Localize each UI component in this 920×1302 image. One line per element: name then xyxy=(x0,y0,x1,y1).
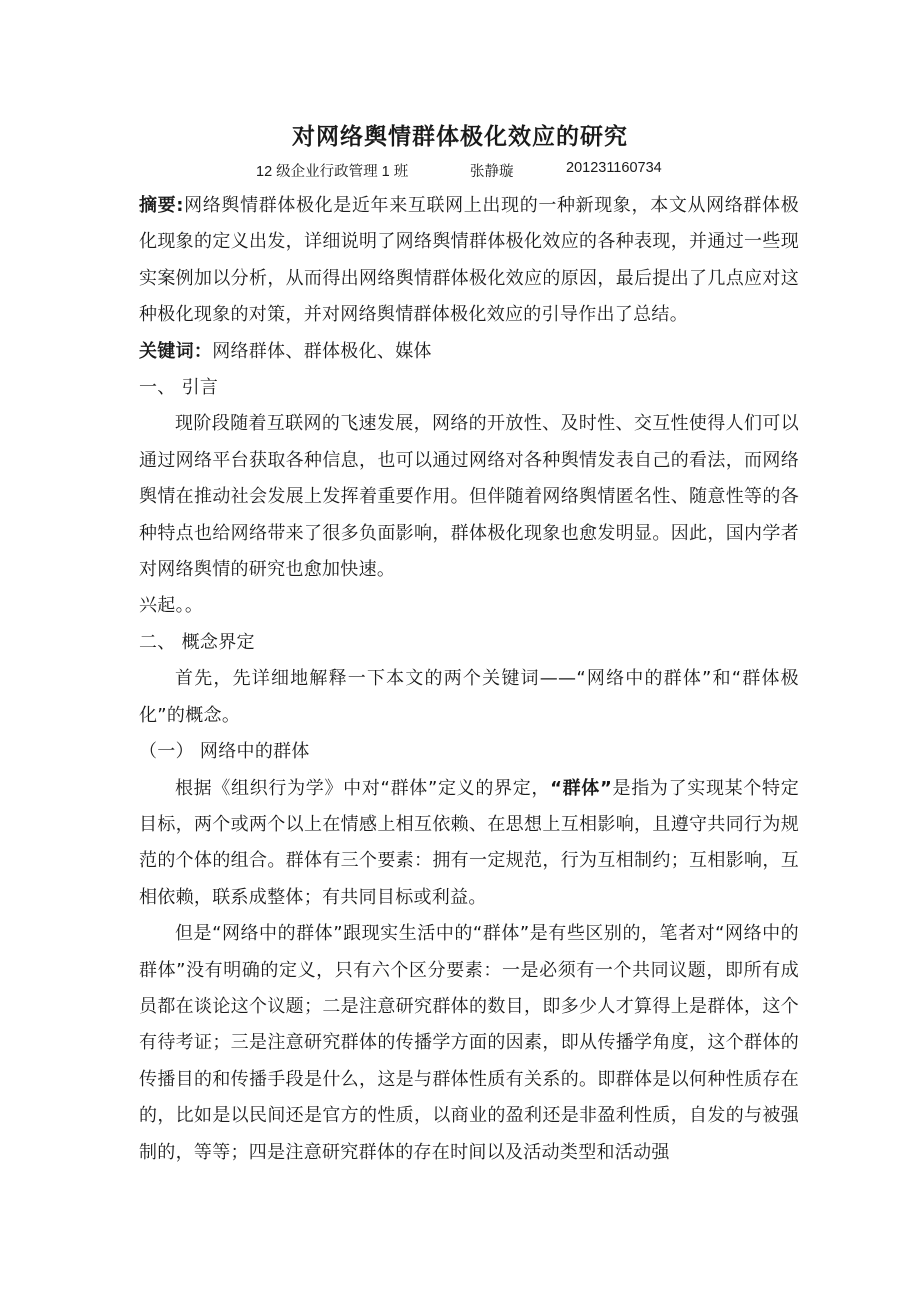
section1-paragraph: 现阶段随着互联网的飞速发展，网络的开放性、及时性、交互性使得人们可以通过网络平台获取各种信息，也可以通过网络对各种舆情发表自己的看法，而网络舆情在推动社会发展上发挥着重要作用。但伴随着网络舆情匿名性、随意性等的各种特点也给网络带来了很多负面影响，群体极化现象也愈发明显。因此，国内学者对网络舆情的研究也愈加快速。 xyxy=(139,413,799,581)
section2-intro: 首先，先详细地解释一下本文的两个关键词——“网络中的群体”和“群体极化”的概念。 xyxy=(139,668,799,726)
keywords-text: 网络群体、群体极化、媒体 xyxy=(212,340,432,362)
para1-part-a: 根据《组织行为学》中对“群体”定义的界定， xyxy=(175,777,551,799)
section1-heading: 一、 引言 xyxy=(139,377,219,399)
abstract xyxy=(139,188,799,334)
keywords xyxy=(139,334,799,370)
author-class: 12 级企业行政管理 1 班 xyxy=(256,164,409,180)
subsection1-heading: （一） 网络中的群体 xyxy=(139,741,310,763)
para1-part-b: 是指为了实现某个特定目标，两个或两个以上在情感上相互依赖、在思想上互相影响，且遵守共同行为规范的个体的组合。群体有三个要素：拥有一定规范，行为互相制约；互相影响，互相依赖，联系成整体；有共同目标或利益。 xyxy=(139,777,799,908)
keywords-label: 关键词： xyxy=(139,340,213,362)
section1-continuation: 兴起。。 xyxy=(139,595,204,617)
document-body xyxy=(139,188,799,1171)
abstract-text: 网络舆情群体极化是近年来互联网上出现的一种新现象，本文从网络群体极化现象的定义出发，详细说明了网络舆情群体极化效应的各种表现，并通过一些现实案例加以分析，从而得出网络舆情群体极化效应的原因，最后提出了几点应对这种极化现象的对策，并对网络舆情群体极化效应的引导作出了总结。 xyxy=(139,195,799,326)
abstract-label: 摘要: xyxy=(139,195,184,216)
subsection1-paragraph1 xyxy=(139,771,799,917)
document-title: 对网络舆情群体极化效应的研究 xyxy=(292,124,628,150)
author-student-id: 201231160734 xyxy=(566,160,662,176)
subsection1-paragraph2: 但是“网络中的群体”跟现实生活中的“群体”是有些区别的，笔者对“网络中的群体”没有明确的定义，只有六个区分要素：一是必须有一个共同议题，即所有成员都在谈论这个议题；二是注意研究群体的数目，即多少人才算得上是群体，这个有待考证；三是注意研究群体的传播学方面的因素，即从传播学角度，这个群体的传播目的和传播手段是什么，这是与群体性质有关系的。即群体是以何种性质存在的，比如是以民间还是官方的性质，以商业的盈利还是非盈利性质，自发的与被强制的，等等；四是注意研究群体的存在时间以及活动类型和活动强 xyxy=(139,923,799,1163)
para1-bold-term: “群体” xyxy=(550,777,613,799)
section2-heading: 二、 概念界定 xyxy=(139,631,255,653)
author-name: 张静璇 xyxy=(470,164,514,180)
